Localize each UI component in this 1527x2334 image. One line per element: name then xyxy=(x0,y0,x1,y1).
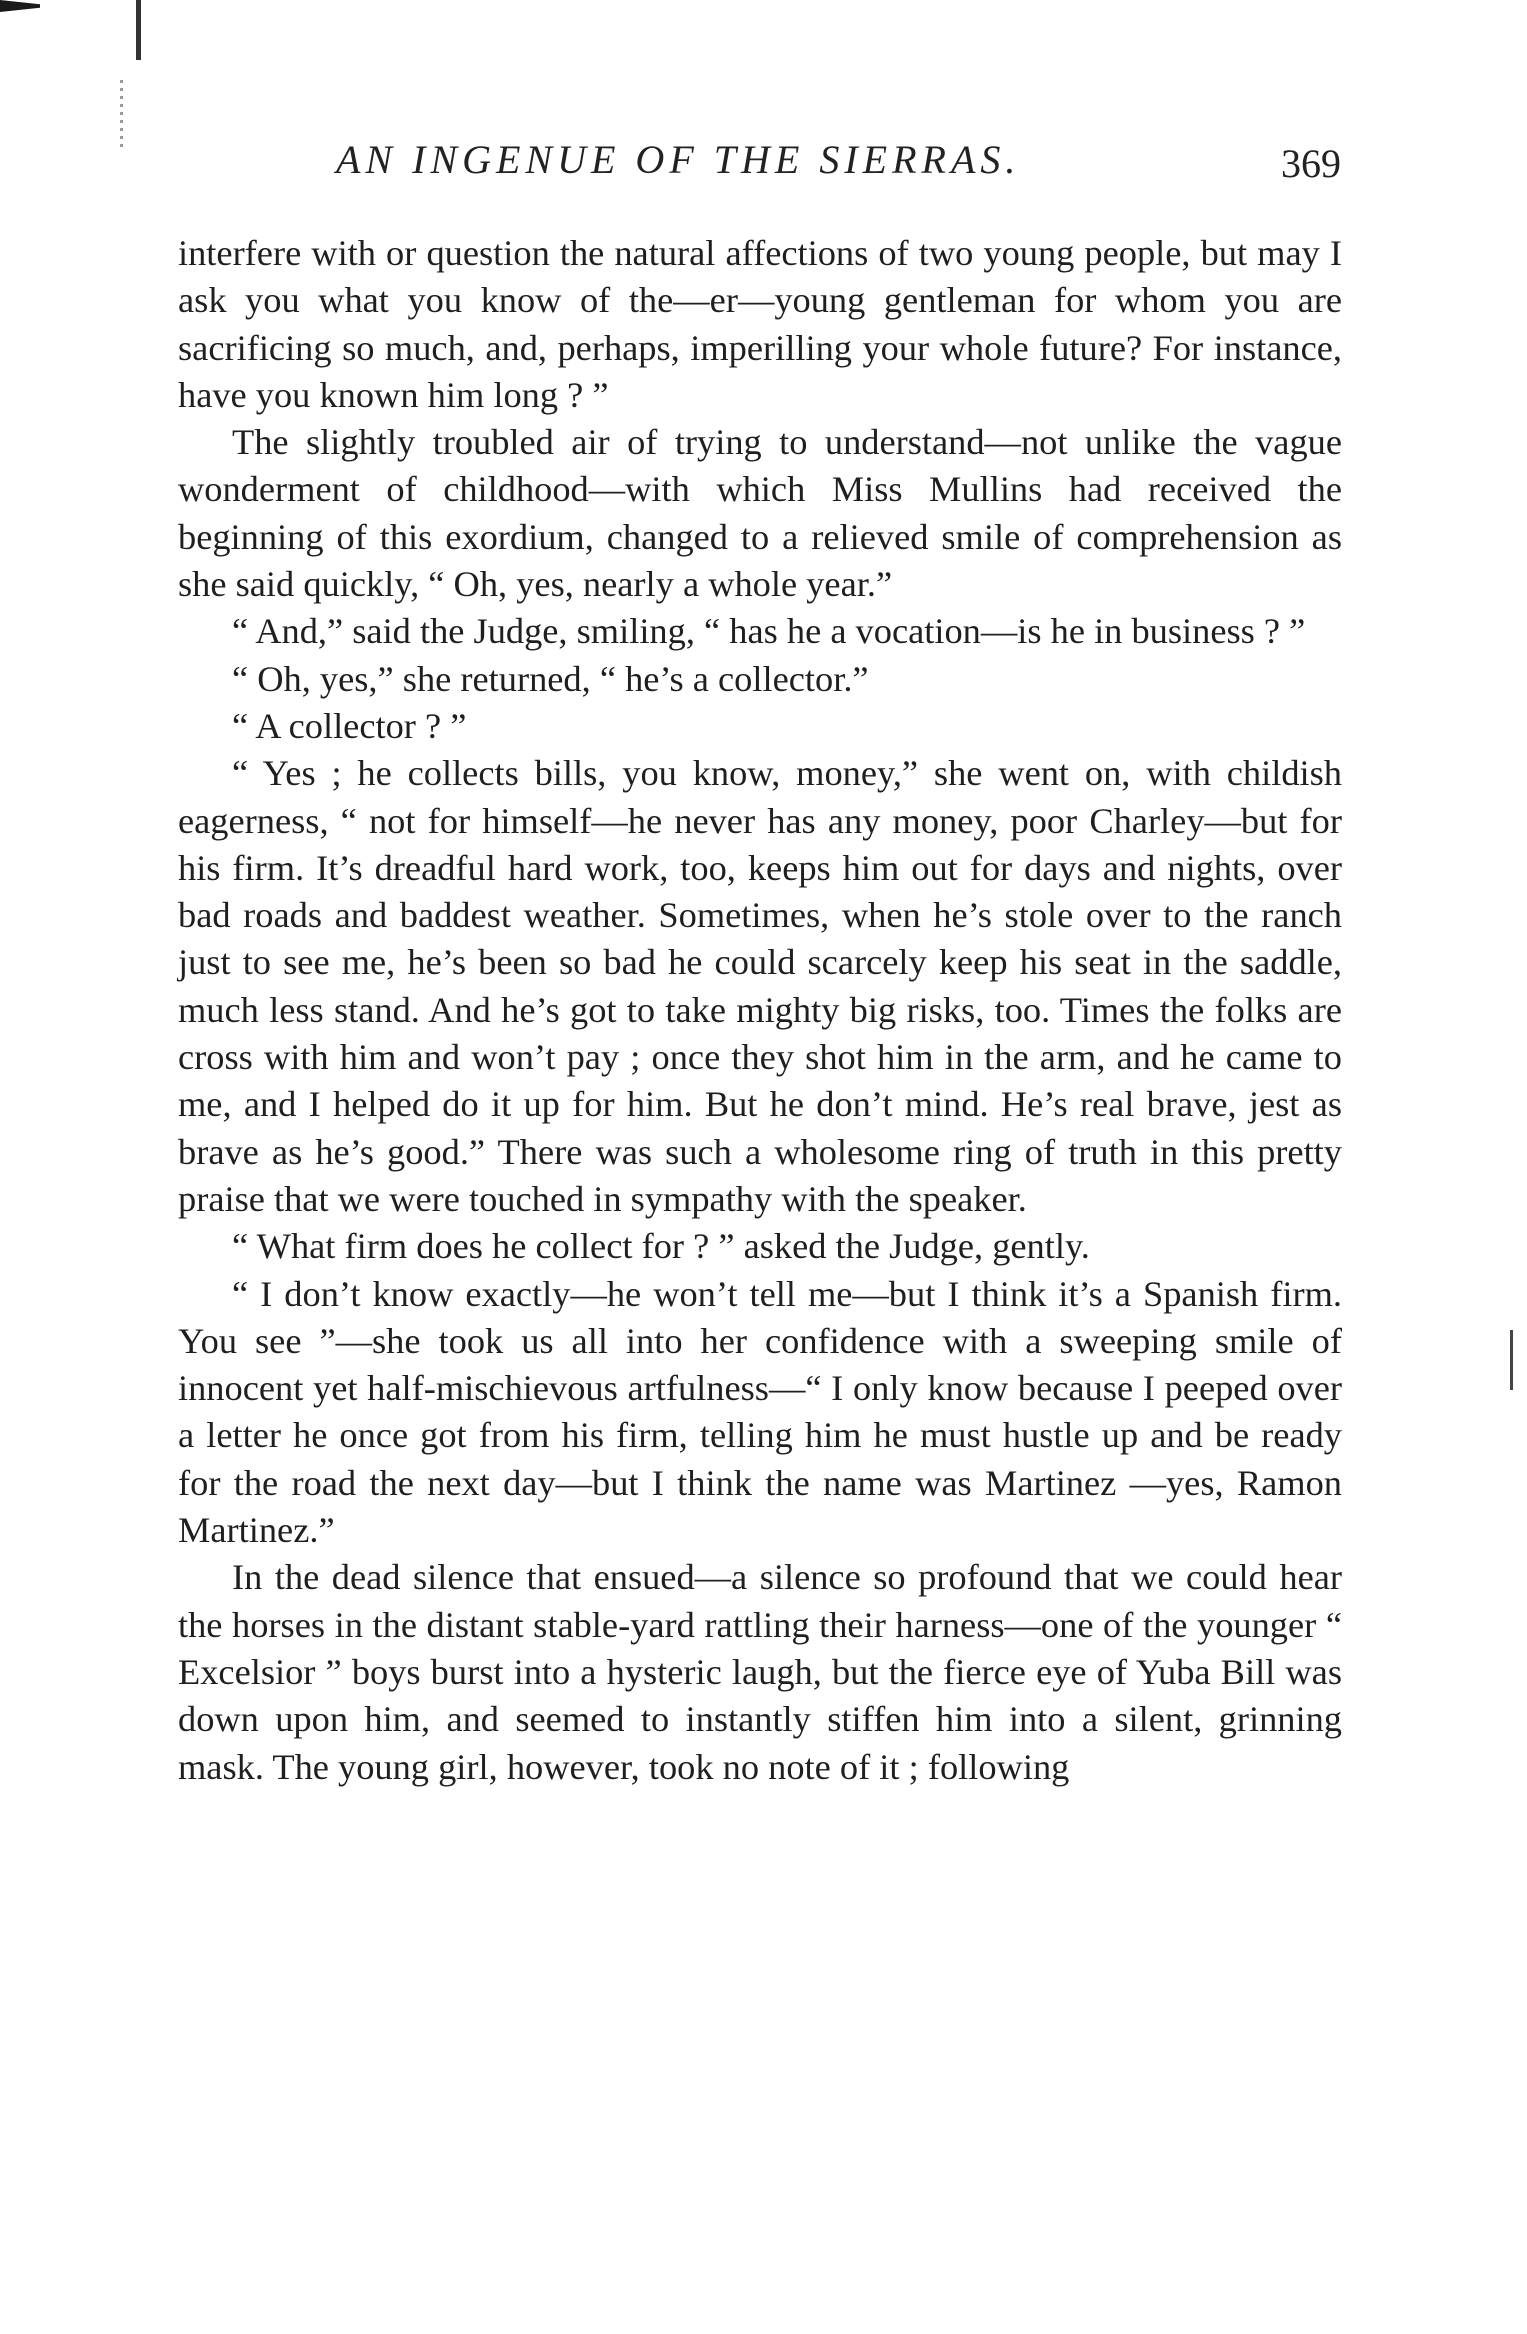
paragraph: “ What firm does he collect for ? ” asked the Judge, gently. xyxy=(232,1226,1090,1267)
paragraph: “ A collector ? ” xyxy=(232,705,467,746)
spine-speckle xyxy=(120,80,123,150)
binding-mark xyxy=(0,0,40,12)
paragraph: “ I don’t know exactly—he won’t tell me—but I think it’s a Spanish firm. You see ”—she took us all into her confidence with a sweeping smile of innocent yet half-mischievous artfulness—“ I only know because I peeped over a letter he once got from his firm, telling him he must hustle up and be ready for the road the next day—but I think the name was Martinez —yes, Ramon Martinez.” xyxy=(178,1273,1342,1551)
spine-shadow xyxy=(136,0,141,60)
running-title: AN INGENUE OF THE SIERRAS. xyxy=(336,137,1021,182)
paragraph: interfere with or question the natural affections of two young people, but may I ask you what you know of the—er—young gentleman for whom you are sacrificing so much, and, perhaps, imperilling your whole future? For instance, have you known him long ? ” xyxy=(178,233,1342,415)
paragraph: “ And,” said the Judge, smiling, “ has he a vocation—is he in business ? ” xyxy=(232,611,1306,652)
page-number: 369 xyxy=(1281,141,1341,186)
paragraph: “ Oh, yes,” she returned, “ he’s a collector.” xyxy=(232,658,869,699)
paragraph: “ Yes ; he collects bills, you know, money,” she went on, with childish eagerness, “ not for himself—he never has any money, poor Charley—but for his firm. It’s dreadful hard work, too, keeps him out for days and nights, over bad roads and baddest weather. Sometimes, when he’s stole over to the ranch just to see me, he’s been so bad he could scarcely keep his seat in the saddle, much less stand. And he’s got to take mighty big risks, too. Times the folks are cross with him and won’t pay ; once they shot him in the arm, and he came to me, and I helped do it up for him. But he don’t mind. He’s real brave, jest as brave as he’s good.” There was such a wholesome ring of truth in this pretty praise that we were touched in sympathy with the speaker. xyxy=(178,753,1342,1219)
paragraph: In the dead silence that ensued—a silence so profound that we could hear the horses in the distant stable-yard rattling their harness—one of the younger “ Excelsior ” boys burst into a hysteric laugh, but the fierce eye of Yuba Bill was down upon him, and seemed to instantly stiffen him into a silent, grinning mask. The young girl, however, took no note of it ; following xyxy=(178,1557,1342,1787)
paragraph: The slightly troubled air of trying to understand—not unlike the vague wonderment of childhood—with which Miss Mullins had received the beginning of this exordium, changed to a relieved smile of comprehension as she said quickly, “ Oh, yes, nearly a whole year.” xyxy=(178,422,1342,605)
margin-mark xyxy=(1510,1330,1513,1390)
body-text xyxy=(178,230,1342,1791)
page-header xyxy=(186,136,1341,196)
